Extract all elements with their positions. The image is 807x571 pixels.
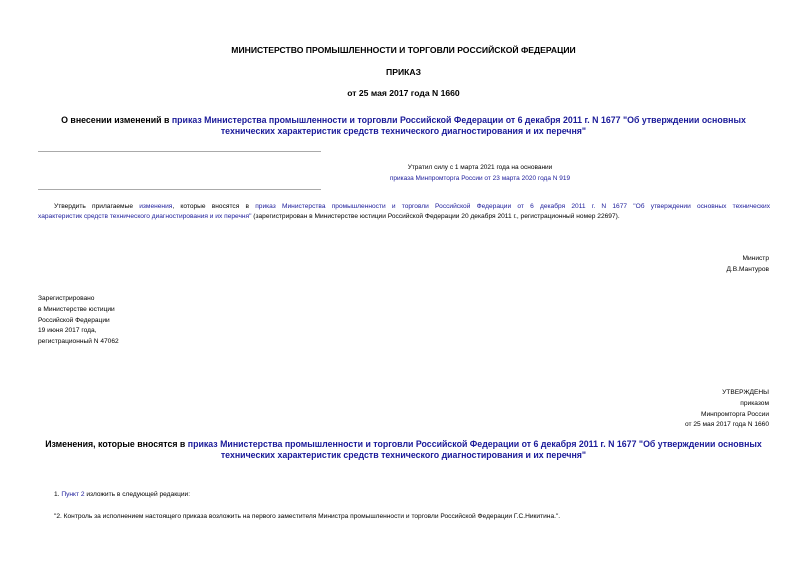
changes-title <box>0 439 807 461</box>
approval-line: от 25 мая 2017 года N 1660 <box>684 421 769 429</box>
revoked-note <box>0 162 807 184</box>
item-1-text: изложить в следующей редакции: <box>84 491 191 498</box>
changes-title-order-link-line2[interactable]: технических характеристик средств технического диагностирования и их перечня" <box>220 450 587 460</box>
title-order-link-line2[interactable]: технических характеристик средств технического диагностирования и их перечня" <box>220 126 587 136</box>
body-paragraph <box>38 202 770 221</box>
approval-line: УТВЕРЖДЕНЫ <box>722 389 769 396</box>
approval-line: приказом <box>740 399 769 407</box>
item-1-quote: "2. Контроль за исполнением настоящего приказа возложить на первого заместителя Министра промышленности и торговли Российской Федерации Г.С.Никитина.". <box>54 513 561 520</box>
clause-2-link[interactable]: Пункт 2 <box>61 491 85 498</box>
body-text-2: , которые вносятся в <box>172 203 256 210</box>
registration-line: регистрационный N 47062 <box>38 338 119 346</box>
body-text-3: (зарегистрирован в Министерстве юстиции Российской Федерации 20 декабря 2011 г., регистрационный номер 22697). <box>251 212 620 220</box>
title-prefix: О внесении изменений в <box>61 115 172 125</box>
item-1 <box>54 490 190 500</box>
body-text-1: Утвердить прилагаемые <box>54 203 140 210</box>
signature-position: Министр <box>742 255 769 262</box>
registration-block <box>38 294 119 348</box>
order-1677-link[interactable]: приказ Министерства промышленности и торговли Российской Федерации от 6 декабря 2011 г. N 1677 "Об утверждении основных технических <box>255 203 770 210</box>
revoked-text: Утратил силу с 1 марта 2021 года на основании <box>407 164 553 171</box>
order-1677-link-line2[interactable]: характеристик средств технического диагностирования и их перечня" <box>38 212 252 220</box>
registration-line: Зарегистрировано <box>38 295 95 302</box>
title-order-link[interactable]: приказ Министерства промышленности и торговли Российской Федерации от 6 декабря 2011 г. N 1677 "Об утверждении основных <box>171 115 746 125</box>
doc-type-heading: ПРИКАЗ <box>386 67 421 77</box>
top-divider <box>38 151 321 152</box>
registration-line: в Министерстве юстиции <box>38 305 115 313</box>
approval-line: Минпромторга России <box>700 410 769 418</box>
registration-line: 19 июня 2017 года, <box>38 327 97 335</box>
changes-link[interactable]: изменения <box>139 203 173 210</box>
ministry-heading: МИНИСТЕРСТВО ПРОМЫШЛЕННОСТИ И ТОРГОВЛИ РОССИЙСКОЙ ФЕДЕРАЦИИ <box>231 45 576 55</box>
doc-date-number: от 25 мая 2017 года N 1660 <box>347 88 460 98</box>
bottom-divider <box>38 189 321 190</box>
item-1-number: 1. <box>54 491 62 498</box>
approval-block <box>685 388 769 431</box>
signature-name: Д.В.Мантуров <box>726 265 769 273</box>
changes-title-order-link[interactable]: приказ Министерства промышленности и торговли Российской Федерации от 6 декабря 2011 г. N 1677 "Об утверждении основных <box>187 439 762 449</box>
document-title <box>0 115 807 137</box>
signature-block <box>726 254 769 276</box>
registration-line: Российской Федерации <box>38 316 110 324</box>
changes-title-prefix: Изменения, которые вносятся в <box>45 439 188 449</box>
revoked-order-link[interactable]: приказа Минпромторга России от 23 марта 2020 года N 919 <box>389 175 571 182</box>
